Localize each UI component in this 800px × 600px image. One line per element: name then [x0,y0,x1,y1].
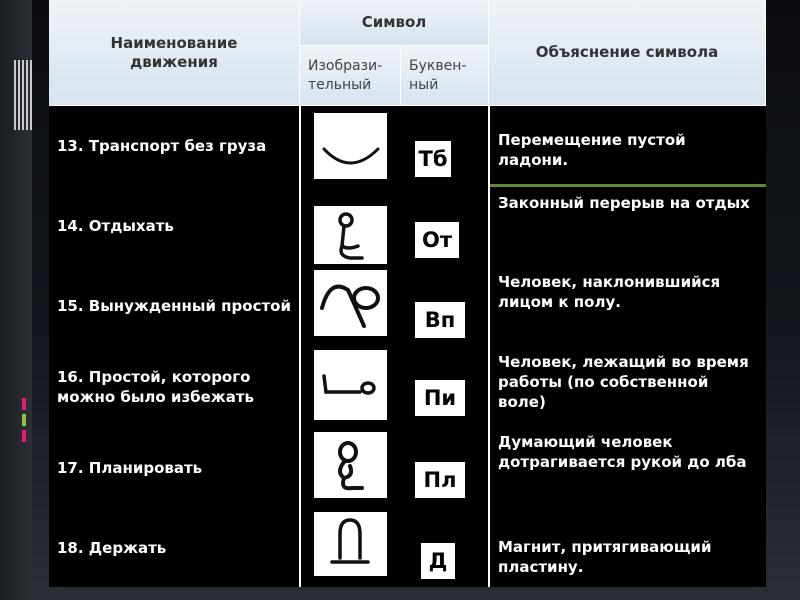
movement-name: 17. Планировать [57,459,203,477]
decor-stripes [14,60,32,130]
symbol-explanation: Человек, лежащий во время работы (по собственной воле) [498,353,749,411]
column-divider [299,106,301,587]
bent-person-icon [314,270,387,336]
header-symbol-letter: Буквен-ный [401,46,489,106]
decor-accent [22,430,26,442]
symbol-explanation: Магнит, притягивающий пластину. [498,538,712,576]
decor-accent [22,398,26,410]
header-movement-name: Наименование движения [49,0,300,106]
decor-accent [22,414,26,426]
magnet-icon [314,512,387,576]
symbol-explanation: Перемещение пустой ладони. [498,131,686,169]
movement-name: 14. Отдыхать [57,217,174,235]
therbligs-table [49,0,766,587]
sitting-person-icon [314,206,387,264]
lying-person-icon [314,350,387,420]
movement-name: 18. Держать [57,538,167,557]
symbol-explanation: Человек, наклонившийся лицом к полу. [498,273,721,311]
empty-palm-arc-icon [314,113,387,179]
thinking-person-icon [314,432,387,498]
letter-code: От [415,222,459,258]
header-symbol: Символ [300,0,489,46]
symbol-explanation: Законный перерыв на отдых [498,194,750,212]
letter-code: Пл [415,462,465,498]
letter-code: Тб [415,141,451,177]
movement-name: 16. Простой, которого можно было избежать [57,368,255,406]
movement-name: 13. Транспорт без груза [57,137,267,155]
header-symbol-pictorial: Изобрази-тельный [300,46,401,106]
letter-code: Д [421,543,455,579]
letter-code: Вп [415,302,465,338]
symbol-explanation: Думающий человек дотрагивается рукой до лба [498,433,747,471]
header-explanation: Объяснение символа [489,0,766,106]
movement-name: 15. Вынужденный простой [57,297,291,315]
letter-code: Пи [415,380,465,416]
